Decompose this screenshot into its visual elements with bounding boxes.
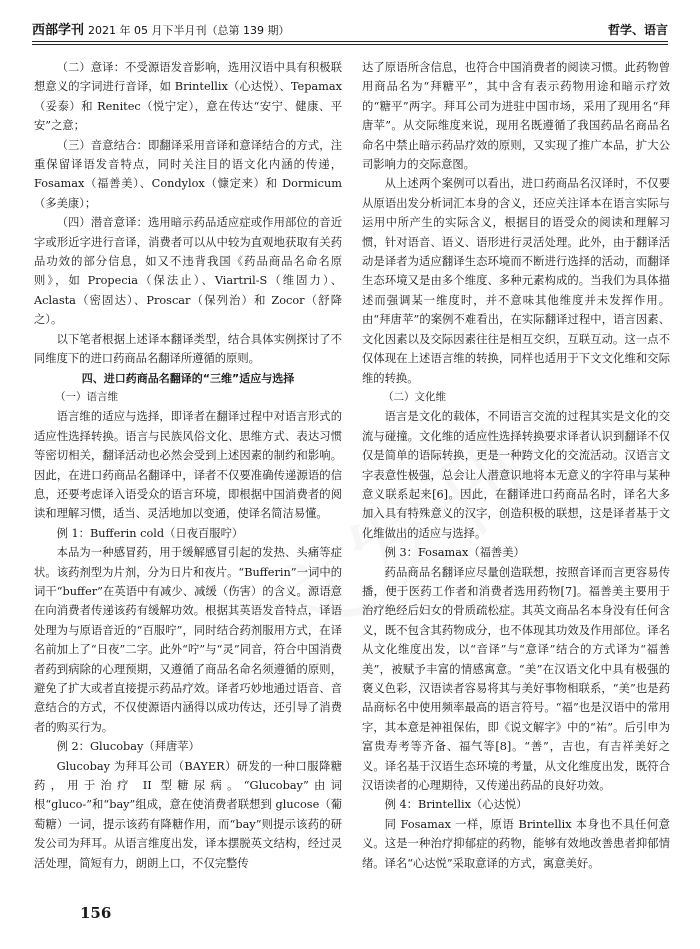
page-header [32,18,668,38]
paragraph-continued: 达了原语所含信息，也符合中国消费者的阅读习惯。此药物曾用商品名为“拜糖平”，其中含有表示药物用途和暗示疗效的“糖平”两字。拜耳公司为进驻中国市场，采用了现用名“拜唐苹”。从交际维度来说，现用名既遵循了我国药品名商品名命名中禁止暗示药品疗效的原则，又实现了推广本品，扩大公司影响力的交际意图。 [362,61,670,172]
example-title: 例 4：Brintellix（心达悦） [384,798,528,812]
paragraph: 本品为一种感冒药，用于缓解感冒引起的发热、头痛等症状。该药剂型为片剂，分为日片和夜片。“Bufferin”一词中的词干“buffer”在英语中有减少、减缓（伤害）的含义。源语意在向消费者传递该药有缓解功效。根据其英语发音特点，译语处理为与原语音近的“百服咛”，同时结合药剂服用方式，在译名前加上了“日夜”二字。此外“咛”与“灵”同音，符合中国消费者药到病除的心理预期，又遵循了商品名命名须遵循的原则，避免了扩大或者直接提示药品疗效。译者巧妙地通过语音、音意结合的方式，不仅使源语内涵得以成功传达，还引导了消费者的购买行为。 [34,546,342,734]
section-heading: 四、进口药商品名翻译的“三维”适应与选择 [81,371,295,385]
article-body [34,58,670,893]
header-rule [32,41,668,42]
right-column [362,58,670,893]
section-name: 哲学、语言 [607,23,668,37]
subsection-heading: （一）语言维 [55,390,118,403]
paragraph: 同 Fosamax 一样，原语 Brintellix 本身也不具任何意义。这是一种治疗抑郁症的药物，能够有效地改善患者抑郁情绪。译名“心达悦”采取意译的方式，寓意美好。 [362,817,670,870]
page-number: 156 [80,904,112,922]
paragraph: 从上述两个案例可以看出，进口药商品名汉译时，不仅要从原语出发分析词汇本身的含义，还应关注译本在语言实际与运用中所产生的实际含义，根据目的语受众的阅读和理解习惯，针对语音、语义、语形进行灵活处理。此外，由于翻译活动是译者为适应翻译生态环境而不断进行选择的活动，而翻译生态环境又是由多个维度、多种元素构成的。当我们为具体描述而强调某一维度时，并不意味其他维度并未发挥作用。由“拜唐苹”的案例不难看出，在实际翻译过程中，语言因素、文化因素以及交际因素往往是相互交织，互联互动。这一点不仅体现在上述语言维的转换，同样也适用于下文文化维和交际维的转换。 [362,177,670,385]
paragraph: （三）音意结合：即翻译采用音译和意译结合的方式，注重保留译语发音特点，同时关注目的语文化内涵的传递，Fosamax（福善美）、Condylox（慷定来）和 Dormicum（多美康）； [34,138,342,210]
paragraph: 语言维的适应与选择，即译者在翻译过程中对语言形式的适应性选择转换。语言与民族风俗文化、思维方式、表达习惯等密切相关，翻译活动也必然会受到上述因素的制约和影响。因此，在进口药商品名翻译中，译者不仅要准确传递源语的信息，还要考虑译入语受众的语言环境，即根据中国消费者的阅读和理解习惯，适当、灵活地加以变通，使译名简洁易懂。 [34,410,342,521]
paragraph: 语言是文化的载体，不同语言交流的过程其实是文化的交流与碰撞。文化维的适应性选择转换要求译者认识到翻译不仅仅是简单的语际转换，更是一种跨文化的交流活动。汉语言文字表意性极强，总会让人潜意识地将本无意义的字符串与某种意义联系起来[6]。因此，在翻译进口药商品名时，译名大多加入具有特殊意义的汉字，创造积极的联想，这是译者基于文化维做出的适应与选择。 [362,410,670,540]
journal-logo: 西部学刊 [32,23,85,38]
paragraph: （四）潜音意译：选用暗示药品适应症或作用部位的音近字或形近字进行音译，消费者可以从中较为直观地获取有关药品功效的部分信息，如又不违背我国《药品商品名命名原则》，如 Propecia（保法止）、Viartril-S（维固力）、Aclasta（密固达）、Proscar（保列治）和 Zocor（舒降之）。 [34,216,342,327]
left-column [34,58,342,893]
header-left [32,19,290,38]
header-rule-thin [32,44,668,45]
subsection-heading: （二）文化维 [383,390,446,403]
example-title: 例 3：Fosamax（福善美） [384,546,525,560]
paragraph: （二）意译：不受源语发音影响，选用汉语中具有积极联想意义的字词进行音译，如 Brintellix（心达悦）、Tepamax（妥泰）和 Renitec（悦宁定），意在传达“安宁、健康、平安”之意； [34,61,342,133]
example-title: 例 2：Glucobay（拜唐苹） [56,740,200,754]
issue-info: 2021 年 05 月下半月刊（总第 139 期） [88,24,290,37]
paragraph: Glucobay 为拜耳公司（BAYER）研发的一种口服降糖药，用于治疗 II 型糖尿病。“Glucobay”由词根“gluco-”和“bay”组成，意在使消费者联想到 glucose（葡萄糖）一词，提示该药有降糖作用，而“bay”则提示该药的研发公司为拜耳。从语言维度出发，译本摆脱英文结构，经过灵活处理，简短有力，朗朗上口，不仅完整传 [34,759,342,870]
paragraph: 以下笔者根据上述译本翻译类型，结合具体实例探讨了不同维度下的进口药商品名翻译所遵循的原则。 [34,332,342,366]
example-title: 例 1：Bufferin cold（日夜百服咛） [56,526,244,540]
paragraph: 药品商品名翻译应尽量创造联想，按照音译而言更容易传播，便于医药工作者和消费者选用药物[7]。福善美主要用于治疗绝经后妇女的骨质疏松症。其英文商品名本身没有任何含义，既不包含其药物成分，也不体现其功效及作用部位。译名从文化维度出发，以“音译”与“意译”结合的方式译为“福善美”，被赋予丰富的情感寓意。“美”在汉语文化中具有极强的褒义色彩，汉语读者容易将其与美好事物相联系，“美”也是药品商标名中使用频率最高的语言符号。“福”也是汉语中的常用字，其本意是神祖保佑，即《说文解字》中的“祐”。后引申为富贵寿考等齐备、福气等[8]。“善”，吉也，有吉祥美好之义。译名基于汉语生态环境的考量，从文化维度出发，既符合汉语读者的心理期待，又传递出药品的良好功效。 [362,565,670,793]
